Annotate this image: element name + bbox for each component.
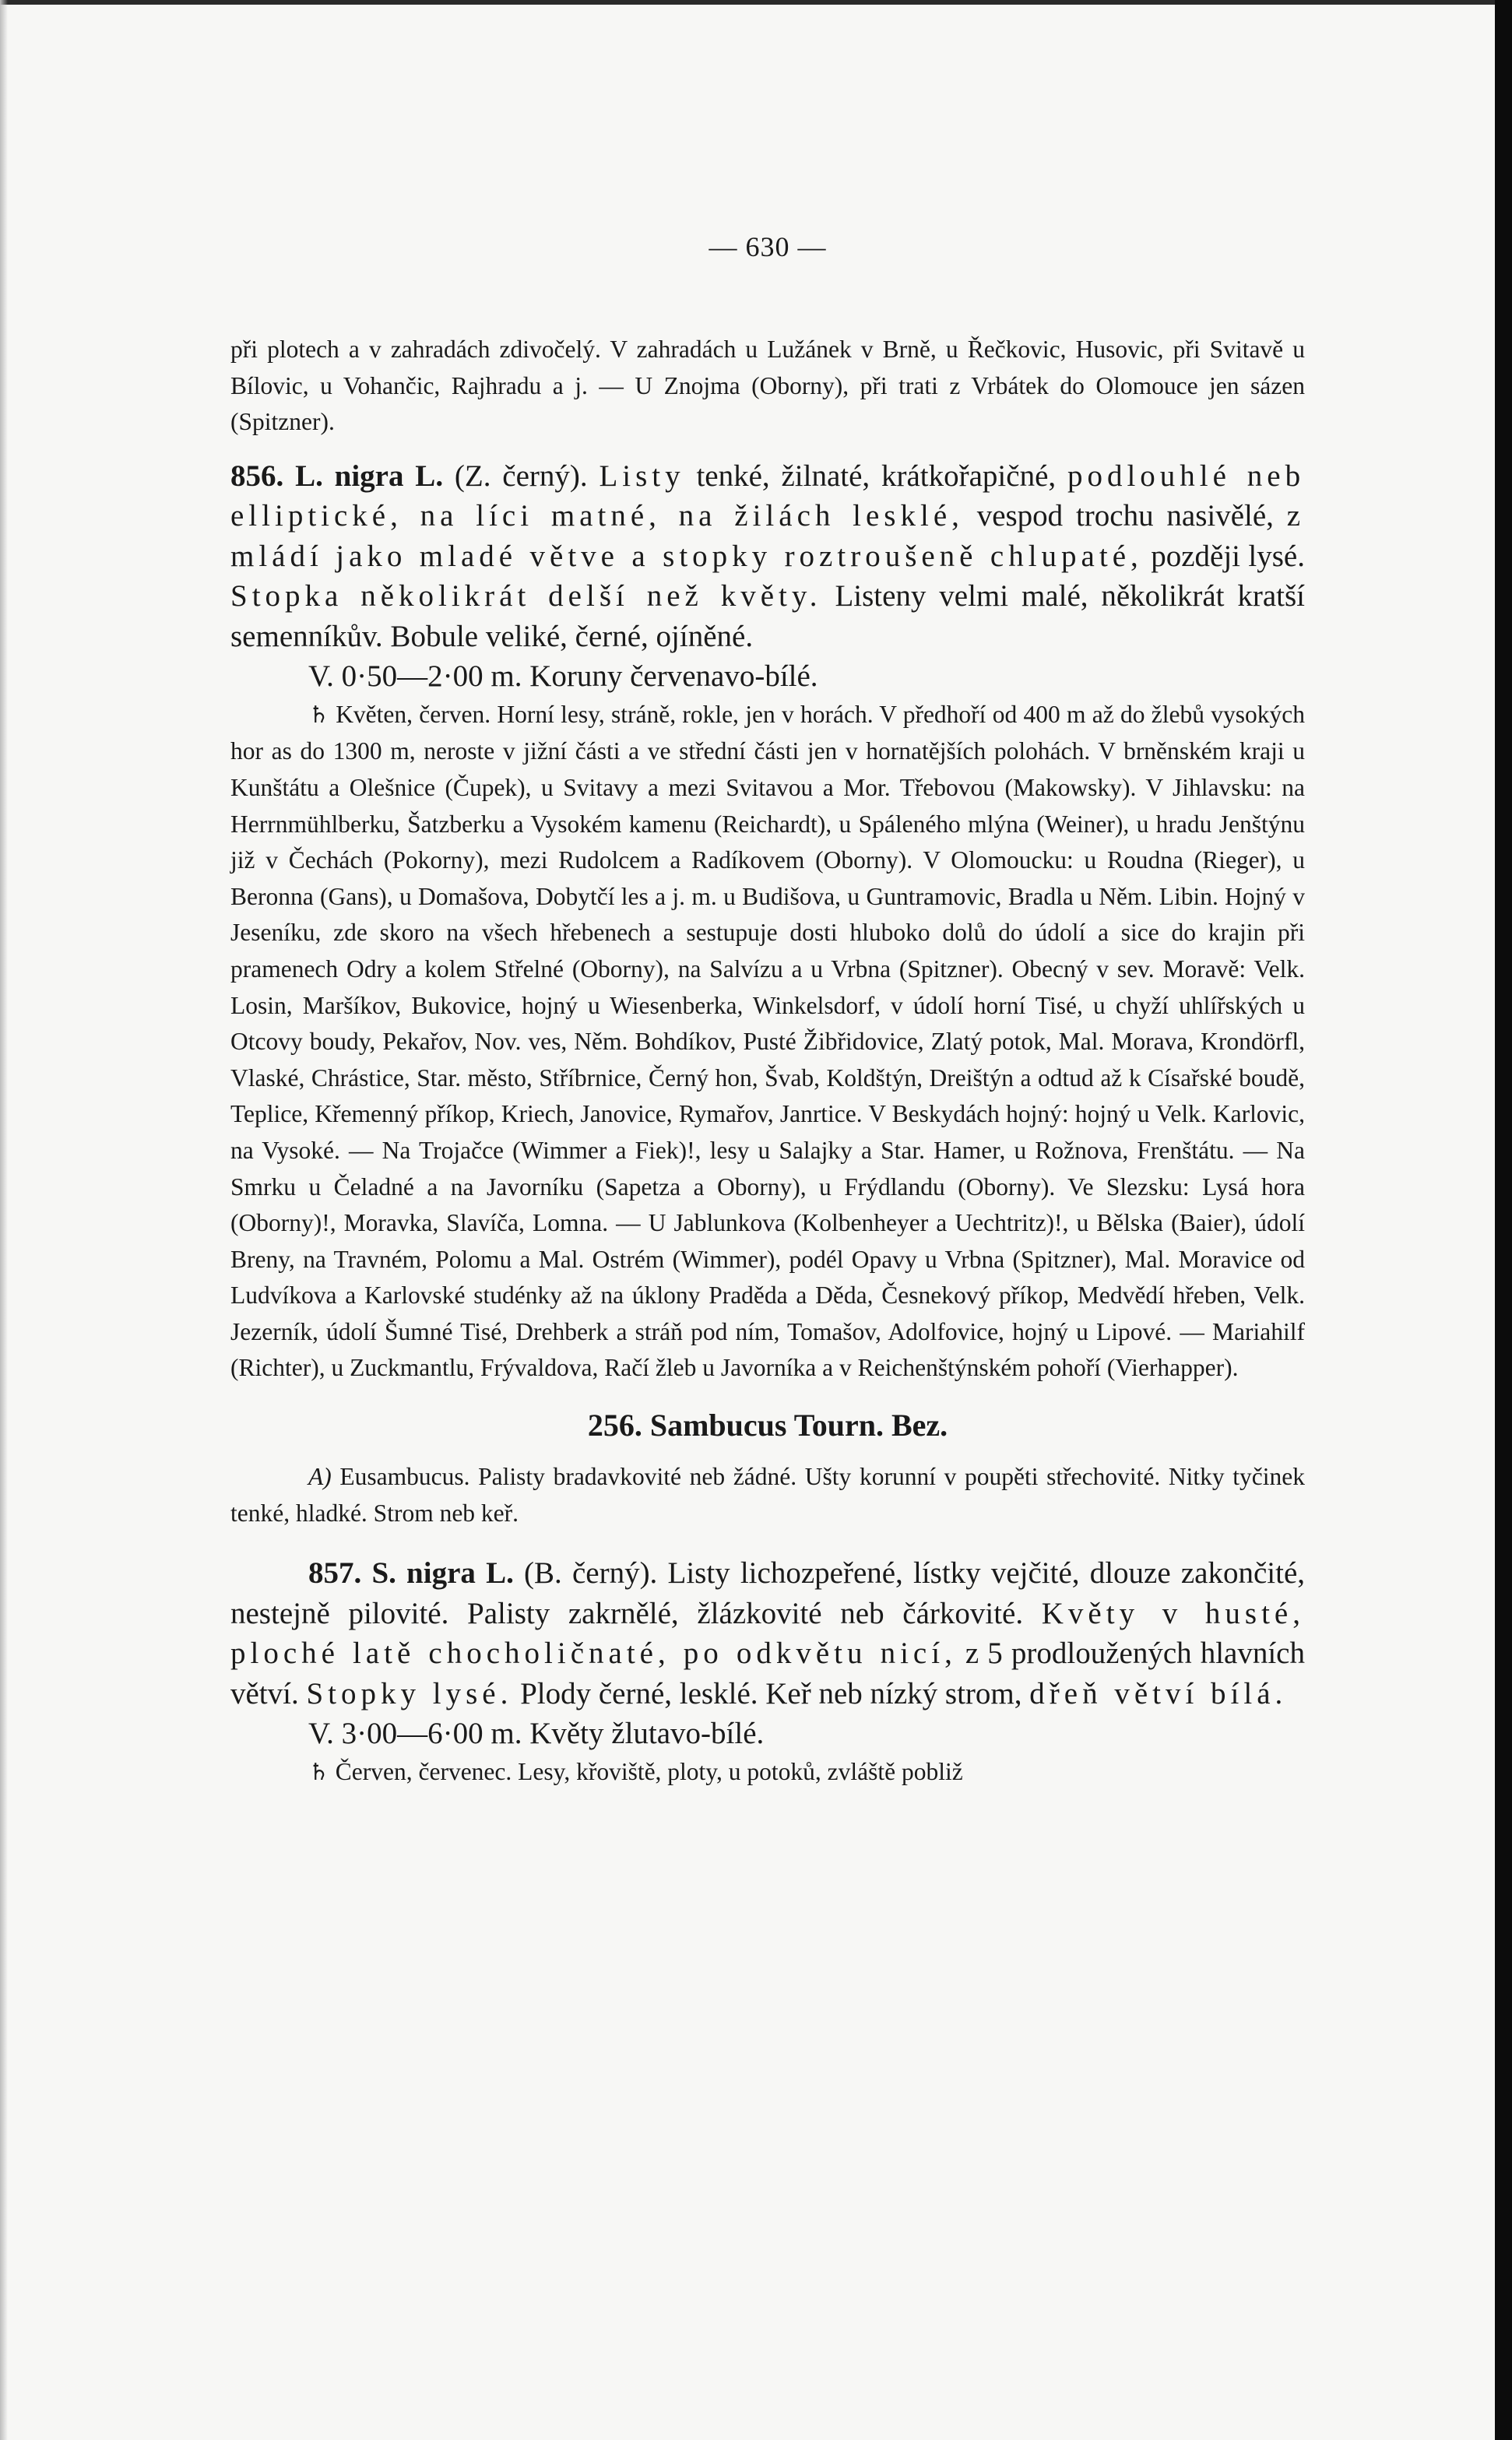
scan-top-edge — [0, 0, 1512, 16]
page-number: — 630 — — [709, 231, 827, 262]
species-856-desc-4: Listeny velmi malé, několikrát kratší semenníkův. Bobule veliké, černé, ojíněné. — [230, 579, 1306, 653]
species-856-spaced-2: z mládí jako mladé větve a stopky roztroušeně chlupaté, — [230, 499, 1306, 573]
species-857-desc-3: Plody černé, lesklé. Keř neb nízký strom, — [520, 1676, 1022, 1710]
species-857-distribution-paragraph — [230, 1754, 1305, 1791]
species-856-desc-1: tenké, žilnaté, krátkořapičné, — [696, 459, 1057, 493]
genus-256-heading: 256. Sambucus Tourn. Bez. — [587, 1408, 948, 1443]
scan-left-edge — [0, 0, 8, 2440]
page-body — [230, 230, 1305, 1791]
species-857-number: 857. — [308, 1556, 362, 1591]
species-856-name: L. nigra L. — [295, 459, 444, 493]
shrub-symbol-icon: ♄ — [308, 1758, 329, 1786]
species-857-desc-2: z 5 prodloužených hlavních větví. — [230, 1637, 1305, 1710]
species-856-desc-3: později lysé. — [1151, 539, 1305, 573]
shrub-symbol-icon: ♄ — [308, 701, 329, 729]
species-857-description — [230, 1553, 1305, 1714]
scan-right-edge — [1495, 0, 1512, 2440]
species-856-spaced-1: podlouhlé neb elliptické, na líci matné, na žilách lesklé, — [230, 459, 1306, 533]
species-857-common-name: (B. černý). — [524, 1556, 658, 1591]
species-857-height: V. 3·00—6·00 m. Květy žlutavo-bílé. — [308, 1717, 765, 1751]
species-857-spaced-2: Stopky lysé. — [306, 1676, 513, 1710]
species-857-distribution: Červen, červenec. Lesy, křoviště, ploty, u potoků, zvláště pobliž — [335, 1757, 963, 1785]
genus-256-section-text: Eusambucus. Palisty bradavkovité neb žádné. Ušty korunní v poupěti střechovité. Nitky tyčinek tenké, hladké. Strom neb keř. — [230, 1463, 1306, 1527]
species-857-spaced-1: Květy v husté, ploché latě chocholičnaté, po odkvětu nicí, — [230, 1596, 1305, 1671]
species-856-distribution-paragraph — [230, 697, 1305, 1387]
genus-256-section-letter: A) — [308, 1463, 332, 1491]
species-857-spaced-3: dřeň větví bílá. — [1029, 1676, 1288, 1710]
genus-256-section — [230, 1459, 1305, 1531]
species-856-number: 856. — [230, 459, 284, 493]
species-856-height: V. 0·50—2·00 m. Koruny červenavo-bílé. — [308, 659, 818, 694]
species-856-listy: Listy — [599, 459, 685, 493]
intro-paragraph: při plotech a v zahradách zdivočelý. V zahradách u Lužánek v Brně, u Řečkovic, Husovic, při Svitavě u Bílovic, u Vohančic, Rajhradu a j. — U Znojma (Oborny), při trati z Vrbátek do Olomouce jen sázen (Spitzner). — [230, 336, 1305, 436]
species-856-desc-2: vespod trochu nasivělé, — [976, 499, 1274, 533]
species-856-common-name: (Z. černý). — [454, 459, 588, 493]
species-856-distribution: Květen, červen. Horní lesy, stráně, rokle, jen v horách. V předhoří od 400 m až do žlebů vysokých hor as do 1300 m, neroste v jižní části a ve střední části jen v hornatějších polohách. V brněnském kraji u Kunštátu a Olešnice (Čupek), u Svitavy a mezi Svitavou a Mor. Třebovou (Makowsky). V Jihlavsku: na Herrnmühlberku, Šatzberku a Vysokém kamenu (Reichardt), u Spáleného mlýna (Weiner), u hradu Jenštýnu již v Čechách (Pokorny), mezi Rudolcem a Radíkovem (Oborny). V Olomoucku: u Roudna (Rieger), u Beronna (Gans), u Domašova, Dobytčí les a j. m. u Budišova, u Guntramovic, Bradla u Něm. Libin. Hojný v Jeseníku, zde skoro na všech hřebenech a sestupuje dosti hluboko dolů do údolí a sice do krajin při pramenech Odry a kolem Střelné (Oborny), na Salvízu a u Vrbna (Spitzner). Obecný v sev. Moravě: Velk. Losin, Maršíkov, Bukovice, hojný u Wiesenberka, Winkelsdorf, v údolí horní Tisé, u chyží uhlířských u Otcovy boudy, Pekařov, Nov. ves, Něm. Bohdíkov, Pusté Žibřidovice, Zlatý potok, Mal. Morava, Krondörfl, Vlaské, Chrástice, Star. město, Stříbrnice, Černý hon, Švab, Koldštýn, Dreištýn a odtud až k Císařské boudě, Teplice, Křemenný příkop, Kriech, Janovice, Rymařov, Janrtice. V Beskydách hojný: hojný u Velk. Karlovic, na Vysoké. — Na Trojačce (Wimmer a Fiek)!, lesy u Salajky a Star. Hamer, u Rožnova, Frenštátu. — Na Smrku u Čeladné a na Javorníku (Sapetza a Oborny), u Frýdlandu (Oborny). Ve Slezsku: Lysá hora (Oborny)!, Moravka, Slavíča, Lomna. — U Jablunkova (Kolbenheyer a Uechtritz)!, u Bělska (Baier), údolí Breny, na Travném, Polomu a Mal. Ostrém (Wimmer), podél Opavy u Vrbna (Spitzner), Mal. Moravice od Ludvíkova a Karlovské studénky až na úklony Praděda a Děda, Česnekový příkop, Medvědí hřeben, Velk. Jezerník, údolí Šumné Tisé, Drehberk a stráň pod ním, Tomašov, Adolfovice, hojný u Lipové. — Mariahilf (Richter), u Zuckmantlu, Frývaldova, Račí žleb u Javorníka a v Reichenštýnském pohoří (Vierhapper). — [230, 700, 1305, 1382]
species-857-name: S. nigra L. — [371, 1556, 514, 1591]
species-856-description — [230, 456, 1305, 657]
species-857-desc-1: Listy lichozpeřené, lístky vejčité, dlouze zakončité, nestejně pilovité. Palisty zakrnělé, žlázkovité neb čárkovité. — [230, 1556, 1306, 1630]
species-856-spaced-3: Stopka několikrát delší než květy. — [230, 579, 822, 614]
